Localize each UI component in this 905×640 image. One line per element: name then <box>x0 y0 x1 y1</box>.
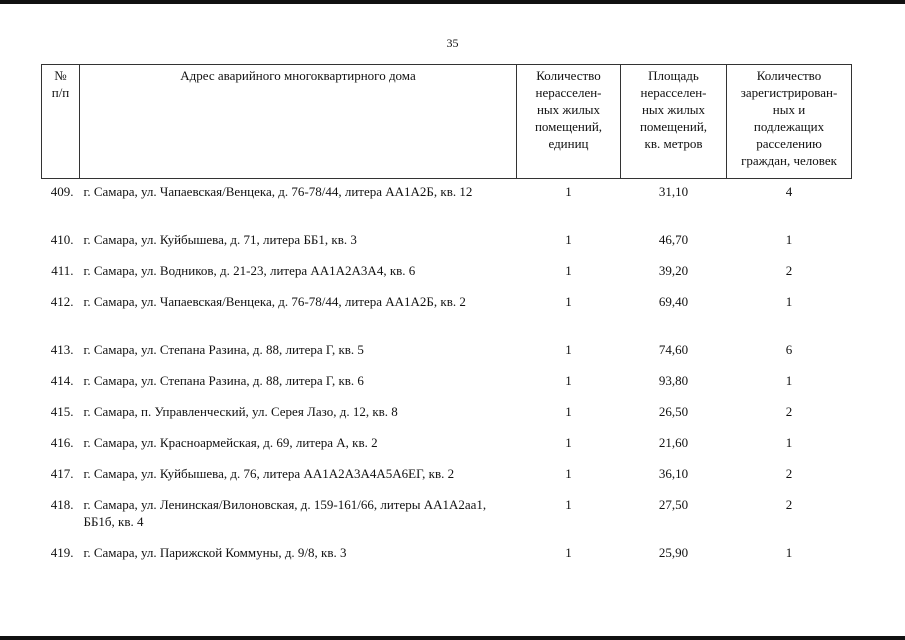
table-header <box>42 65 852 179</box>
cell-num: 415. <box>50 404 74 419</box>
cell-address: г. Самара, ул. Парижской Коммуны, д. 9/8, кв. 3 <box>83 545 347 560</box>
table-row <box>42 372 852 403</box>
cell-num: 417. <box>50 466 74 481</box>
cell-address: г. Самара, ул. Ленинская/Вилоновская, д. 159-161/66, литеры АА1А2аа1, ББ1б, кв. 4 <box>83 497 487 529</box>
cell-num: 410. <box>50 232 74 247</box>
page-number: 35 <box>446 36 459 50</box>
header-row <box>42 65 852 179</box>
header-line: № <box>54 68 67 83</box>
header-line: ных жилых <box>641 102 706 117</box>
cell-count: 1 <box>565 184 572 199</box>
cell-count: 1 <box>565 497 572 512</box>
cell-count: 1 <box>565 263 572 278</box>
cell-address: г. Самара, ул. Куйбышева, д. 71, литера ББ1, кв. 3 <box>83 232 357 247</box>
cell-count: 1 <box>565 294 572 309</box>
cell-num: 412. <box>50 294 74 309</box>
cell-num: 413. <box>50 342 74 357</box>
cell-count: 1 <box>565 404 572 419</box>
header-line: нерасселен- <box>640 85 707 100</box>
header-line: ных и <box>772 102 806 117</box>
table-row <box>42 293 852 341</box>
cell-address: г. Самара, п. Управленческий, ул. Серея Лазо, д. 12, кв. 8 <box>83 404 398 419</box>
cell-people: 1 <box>785 545 793 560</box>
emergency-housing-table <box>41 64 852 575</box>
cell-people: 4 <box>785 184 793 199</box>
header-line: кв. метров <box>644 136 703 151</box>
cell-people: 2 <box>785 466 793 481</box>
header-line: нерасселен- <box>535 85 602 100</box>
table-row <box>42 341 852 372</box>
cell-area: 36,10 <box>658 466 689 481</box>
cell-people: 1 <box>785 294 793 309</box>
table-row <box>42 403 852 434</box>
cell-address: г. Самара, ул. Куйбышева, д. 76, литера АА1А2А3А4А5А6ЕГ, кв. 2 <box>83 466 455 481</box>
cell-area: 46,70 <box>658 232 689 247</box>
cell-num: 419. <box>50 545 74 560</box>
header-line: Количество <box>536 68 601 83</box>
cell-area: 21,60 <box>658 435 689 450</box>
table-row <box>42 434 852 465</box>
cell-address: г. Самара, ул. Степана Разина, д. 88, литера Г, кв. 5 <box>83 342 364 357</box>
header-line: граждан, человек <box>741 153 837 168</box>
header-line: ных жилых <box>536 102 601 117</box>
cell-count: 1 <box>565 435 572 450</box>
cell-num: 414. <box>50 373 74 388</box>
cell-address: г. Самара, ул. Красноармейская, д. 69, литера А, кв. 2 <box>83 435 378 450</box>
header-line: п/п <box>51 85 70 100</box>
header-line: помещений, <box>639 119 708 134</box>
table-body <box>42 179 852 576</box>
cell-num: 411. <box>51 263 74 278</box>
header-line: расселению <box>756 136 822 151</box>
cell-address: г. Самара, ул. Степана Разина, д. 88, литера Г, кв. 6 <box>83 373 364 388</box>
cell-area: 39,20 <box>658 263 689 278</box>
cell-people: 2 <box>785 404 793 419</box>
table-row <box>42 179 852 232</box>
cell-count: 1 <box>565 466 572 481</box>
cell-address: г. Самара, ул. Чапаевская/Венцека, д. 76-78/44, литера АА1А2Б, кв. 12 <box>83 184 473 199</box>
cell-area: 26,50 <box>658 404 689 419</box>
header-count <box>517 65 621 179</box>
cell-area: 74,60 <box>658 342 689 357</box>
top-border-rule <box>0 0 905 4</box>
cell-people: 6 <box>785 342 793 357</box>
cell-address: г. Самара, ул. Чапаевская/Венцека, д. 76-78/44, литера АА1А2Б, кв. 2 <box>83 294 466 309</box>
cell-people: 1 <box>785 373 793 388</box>
header-line: зарегистрирован- <box>740 85 838 100</box>
table-row <box>42 262 852 293</box>
table-row <box>42 231 852 262</box>
table-row <box>42 465 852 496</box>
header-line: Площадь <box>648 68 699 83</box>
cell-people: 2 <box>785 497 793 512</box>
header-line: Количество <box>756 68 822 83</box>
cell-num: 409. <box>50 184 74 199</box>
bottom-border-rule <box>0 636 905 640</box>
table-row <box>42 544 852 575</box>
cell-count: 1 <box>565 545 572 560</box>
header-num <box>42 65 80 179</box>
cell-people: 1 <box>785 435 793 450</box>
cell-count: 1 <box>565 232 572 247</box>
cell-area: 69,40 <box>658 294 689 309</box>
cell-count: 1 <box>565 342 572 357</box>
cell-num: 418. <box>50 497 74 512</box>
header-people <box>727 65 852 179</box>
cell-area: 31,10 <box>658 184 689 199</box>
cell-num: 416. <box>50 435 74 450</box>
table-row <box>42 496 852 544</box>
cell-address: г. Самара, ул. Водников, д. 21-23, литера АА1А2А3А4, кв. 6 <box>83 263 416 278</box>
cell-people: 2 <box>785 263 793 278</box>
cell-count: 1 <box>565 373 572 388</box>
header-area <box>621 65 727 179</box>
header-address <box>80 65 517 179</box>
header-line: помещений, <box>534 119 603 134</box>
header-line: подлежащих <box>753 119 825 134</box>
cell-area: 25,90 <box>658 545 689 560</box>
header-line: Адрес аварийного многоквартирного дома <box>180 68 416 83</box>
cell-area: 93,80 <box>658 373 689 388</box>
cell-people: 1 <box>785 232 793 247</box>
header-line: единиц <box>548 136 589 151</box>
cell-area: 27,50 <box>658 497 689 512</box>
